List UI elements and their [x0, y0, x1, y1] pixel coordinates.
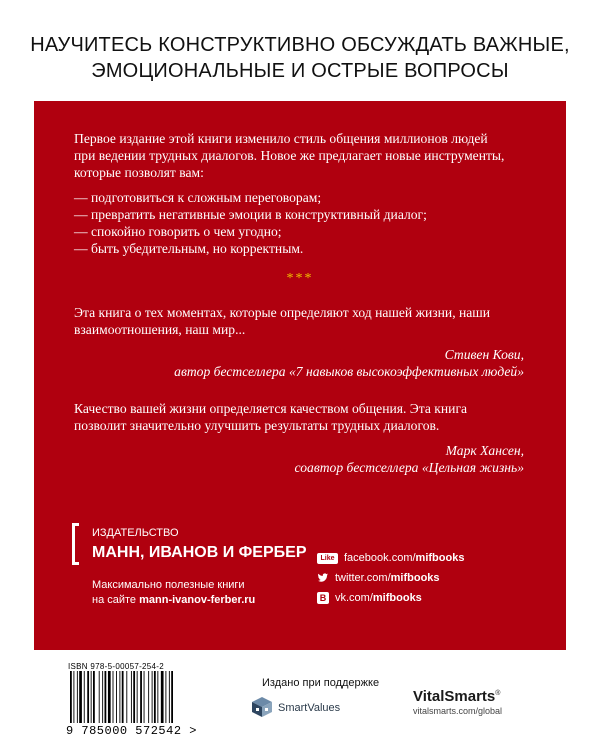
barcode-bar: [113, 671, 114, 723]
support-label: Издано при поддержке: [262, 677, 380, 689]
publisher-name: МАНН, ИВАНОВ И ФЕРБЕР: [92, 544, 307, 561]
barcode-bar: [87, 671, 89, 723]
headline-line-2: ЭМОЦИОНАЛЬНЫЕ И ОСТРЫЕ ВОПРОСЫ: [91, 60, 509, 82]
barcode-bar: [137, 671, 138, 723]
quote-1-role: автор бестселлера «7 навыков высокоэффективных людей»: [174, 364, 524, 379]
publisher-tagline: [92, 578, 255, 608]
quote-1-line-1: Эта книга о тех моментах, которые определяют ход нашей жизни, наши: [74, 305, 491, 320]
quote-2: [74, 400, 534, 434]
barcode-bar: [165, 671, 166, 723]
registered-mark: ®: [495, 690, 501, 697]
barcode-bar: [122, 671, 124, 723]
twitter-prefix: twitter.com/: [335, 572, 391, 584]
list-item: — превратить негативные эмоции в конструктивный диалог;: [74, 207, 427, 222]
vk-link[interactable]: [317, 592, 557, 604]
quote-2-line-2: позволит значительно улучшить результаты трудных диалогов.: [74, 418, 440, 433]
facebook-prefix: facebook.com/: [344, 552, 416, 564]
barcode-bar: [140, 671, 142, 723]
twitter-handle: mifbooks: [390, 572, 440, 584]
barcode-bar: [77, 671, 78, 723]
barcode-bar: [116, 671, 117, 723]
barcode-bar: [144, 671, 145, 723]
vk-handle: mifbooks: [372, 592, 422, 604]
tagline-line-2: [92, 593, 255, 608]
intro-line-3: которые позволят вам:: [74, 165, 204, 180]
red-panel: [34, 101, 566, 650]
barcode-bar: [79, 671, 82, 723]
barcode-bar: [73, 671, 74, 723]
publisher-site-link[interactable]: mann-ivanov-ferber.ru: [139, 594, 256, 606]
barcode-bar: [148, 671, 149, 723]
list-item: — спокойно говорить о чем угодно;: [74, 224, 282, 239]
barcode-icon: [68, 671, 208, 723]
intro-line-1: Первое издание этой книги изменило стиль общения миллионов людей: [74, 131, 488, 146]
barcode-bar: [152, 671, 153, 723]
barcode-bar: [131, 671, 132, 723]
cover-headline: [0, 32, 600, 84]
vitalsmarts-name: VitalSmarts: [413, 688, 496, 705]
barcode-bar: [93, 671, 95, 723]
vk-icon: В: [317, 592, 329, 604]
barcode-bar: [105, 671, 107, 723]
intro-paragraph: [74, 130, 534, 181]
section-separator: ***: [286, 271, 314, 286]
list-item: — быть убедительным, но корректным.: [74, 241, 304, 256]
vk-prefix: vk.com/: [335, 592, 373, 604]
list-item: — подготовиться к сложным переговорам;: [74, 190, 322, 205]
barcode-bar: [171, 671, 173, 723]
vitalsmarts-logo: [413, 688, 500, 705]
smartvalues-logo-text: SmartValues: [278, 702, 341, 714]
tagline-prefix: на сайте: [92, 594, 140, 606]
headline-line-1: НАУЧИТЕСЬ КОНСТРУКТИВНО ОБСУЖДАТЬ ВАЖНЫЕ,: [30, 34, 570, 56]
barcode-bar: [154, 671, 156, 723]
barcode-bar: [99, 671, 100, 723]
quote-2-role: соавтор бестселлера «Цельная жизнь»: [294, 460, 524, 475]
quote-2-attribution: [295, 442, 524, 476]
quote-1: [74, 304, 534, 338]
facebook-handle: mifbooks: [415, 552, 465, 564]
publisher-label: издательство: [92, 523, 179, 540]
barcode-bar: [126, 671, 127, 723]
facebook-like-icon: Like: [317, 553, 338, 564]
quote-1-attribution: [174, 346, 524, 380]
isbn-number: ISBN 978-5-00057-254-2: [68, 662, 164, 671]
tagline-line-1: Максимально полезные книги: [92, 579, 245, 591]
bracket-icon: [72, 523, 79, 565]
barcode-bar: [119, 671, 120, 723]
barcode-bar: [133, 671, 135, 723]
barcode-number: 9 785000 572542 >: [66, 724, 197, 738]
barcode-bar: [108, 671, 111, 723]
intro-line-2: при ведении трудных диалогов. Новое же предлагает новые инструменты,: [74, 148, 505, 163]
twitter-link[interactable]: [317, 572, 557, 584]
vitalsmarts-url: vitalsmarts.com/global: [413, 706, 503, 716]
quote-1-line-2: взаимоотношения, наш мир...: [74, 322, 246, 337]
benefits-list: [74, 189, 534, 257]
quote-2-line-1: Качество вашей жизни определяется качеством общения. Эта книга: [74, 401, 468, 416]
barcode-bar: [70, 671, 72, 723]
twitter-bird-icon: [317, 572, 329, 584]
barcode-bar: [169, 671, 170, 723]
barcode-bar: [102, 671, 103, 723]
barcode-bar: [91, 671, 92, 723]
quote-2-author: Марк Хансен,: [445, 443, 524, 458]
barcode-bar: [157, 671, 158, 723]
barcode-bar: [84, 671, 85, 723]
smartvalues-cube-icon: [251, 696, 273, 718]
facebook-link[interactable]: [317, 552, 557, 564]
quote-1-author: Стивен Кови,: [444, 347, 524, 362]
barcode-bar: [161, 671, 164, 723]
